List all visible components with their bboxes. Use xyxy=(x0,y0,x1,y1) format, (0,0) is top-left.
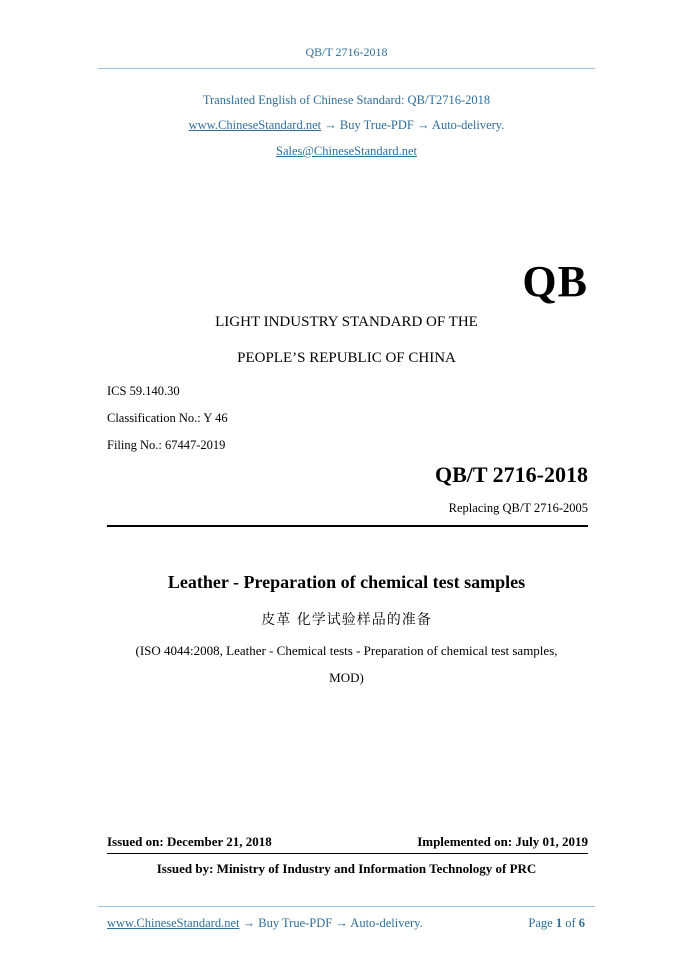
translation-note: Translated English of Chinese Standard: QB/T2716-2018 xyxy=(202,93,491,107)
header-divider xyxy=(98,68,595,69)
issued-on-date: Issued on: December 21, 2018 xyxy=(107,834,272,849)
title-divider xyxy=(107,525,588,527)
page-indicator xyxy=(528,916,585,931)
footer-site-link[interactable]: www.ChineseStandard.net xyxy=(107,916,240,930)
issuing-authority: Issued by: Ministry of Industry and Information Technology of PRC xyxy=(156,861,537,876)
site-link[interactable]: www.ChineseStandard.net xyxy=(188,118,322,132)
filing-number: Filing No.: 67447-2019 xyxy=(107,438,226,452)
page-total: 6 xyxy=(578,916,585,930)
standard-number: QB/T 2716-2018 xyxy=(434,462,588,487)
sales-email-link[interactable]: Sales@ChineseStandard.net xyxy=(276,144,417,158)
qb-mark: QB xyxy=(522,257,588,306)
iso-reference-line-1: (ISO 4044:2008, Leather - Chemical tests - Preparation of chemical test samples, xyxy=(135,643,558,658)
site-promo-tail: → Buy True-PDF → Auto-delivery. xyxy=(321,118,505,132)
org-line-2: PEOPLE’S REPUBLIC OF CHINA xyxy=(237,350,456,366)
footer-promo-tail: → Buy True-PDF → Auto-delivery. xyxy=(239,916,423,930)
footer-divider xyxy=(98,906,595,907)
site-promo-line xyxy=(0,118,693,133)
page-of: of xyxy=(565,916,576,930)
page-current: 1 xyxy=(555,916,563,930)
document-title: Leather - Preparation of chemical test samples xyxy=(167,572,526,592)
header-standard-code: QB/T 2716-2018 xyxy=(305,45,388,59)
dates-divider xyxy=(107,853,588,854)
chinese-title: 皮革 化学试验样品的准备 xyxy=(261,612,432,628)
classification-number: Classification No.: Y 46 xyxy=(107,411,228,425)
implemented-on-date: Implemented on: July 01, 2019 xyxy=(417,834,588,849)
footer-promo xyxy=(107,916,423,931)
org-line-1: LIGHT INDUSTRY STANDARD OF THE xyxy=(215,314,478,330)
replacing-note: Replacing QB/T 2716-2005 xyxy=(448,501,588,515)
page-label: Page xyxy=(528,916,553,930)
sales-line xyxy=(0,144,693,159)
iso-reference-line-2: MOD) xyxy=(329,670,364,685)
ics-code: ICS 59.140.30 xyxy=(107,384,180,398)
